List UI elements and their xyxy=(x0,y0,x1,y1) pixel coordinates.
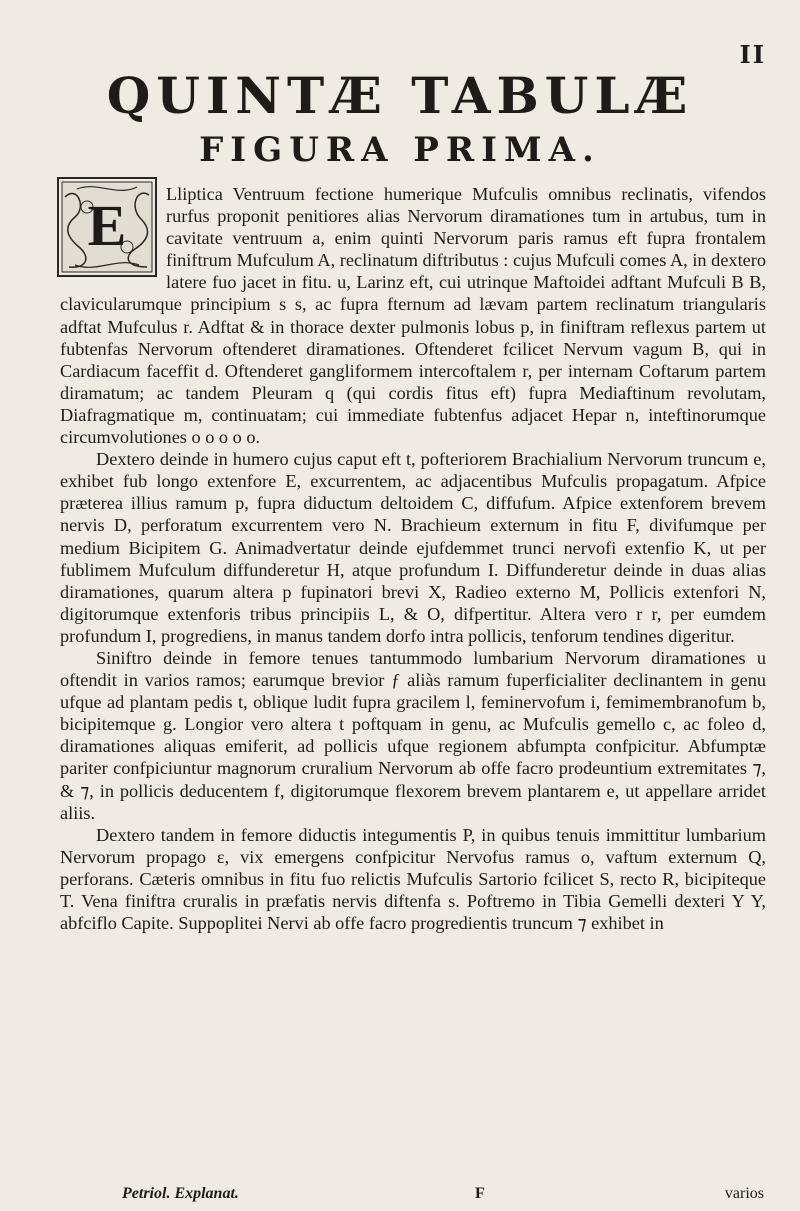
paragraph-4: Dextero tandem in femore diductis integumentis P, in quibus tenuis immittitur lumbarium Nervorum propago ε, vix emergens confpicitur Nervofus ramus o, vaftum externum Q, perforans. Cæteris omnibus in fitu fuo relictis Mufculis Sartorio fcilicet S, recto R, bicipiteque T. Vena finiftra cruralis in præfatis nervis diftenfa s. Poftremo in Tibia Gemelli dexteri Y Y, abfciflo Capite. Suppoplitei Nervi ab offe facro progredientis truncum ⁊ exhibet in xyxy=(60,824,766,934)
initial-spacer xyxy=(60,183,162,291)
page-title: QUINTÆ TABULÆ xyxy=(106,66,694,125)
footer-running-title: Petriol. Explanat. xyxy=(122,1185,239,1202)
page-number: II xyxy=(739,40,766,69)
body-text xyxy=(60,183,766,934)
paragraph-1-text: Lliptica Ventruum fectione humerique Mufculis omnibus reclinatis, vifendos rurfus proponit penitiores alias Nervorum diramationes tum in artubus, tum in cavitate ventruum a, enim quinti Nervorum paris ramus eft fupra frontalem finiftrum Mufculum A, reclinatum diftributus : cujus Mufculi comes A, in dextero latere fuo jacet in fitu. u, Larinz eft, cui utrinque Maftoidei adftant Mufculi B B, clavicularumque principium s s, ac fupra fternum ad lævam partem reclinatum triangularis adftat Mufculus r. Adftat & in thorace dexter pulmonis lobus p, in finiftram reflexus partem ut fubtenfas Nervorum oftenderet diramationes. Oftenderet fcilicet Nervum vagum B, qui in Cardiacum faceffit d. Oftenderet gangliformem intercoftalem r, per internam Coftarum partem diramatum; ac tandem Pleuram q (qui cordis fitus eft) fupra Mediaftinum revolutam, Diafragmatique m, continuatam; cui immediate fubtenfus adjacet Hepar n, inteftinorumque circumvolutiones o o o o o. xyxy=(60,184,766,448)
footer-catchword: varios xyxy=(724,1185,764,1202)
page-footer xyxy=(60,1185,764,1207)
paragraph-3: Siniftro deinde in femore tenues tantummodo lumbarium Nervorum diramationes u oftendit in varios ramos; earumque brevior ƒ aliàs ramum fuperficialiter declinantem in genu ufque ad plantam pedis t, oblique ludit fupra gracilem l, feminervofum i, femimembranofum b, bicipitemque g. Longior vero altera t poftquam in genu, ac Mufculis gemello c, ac foleo d, diramationes aliquas emiferit, ad pollicis ufque regionem abfumpta confpicitur. Abfumptæ pariter confpiciuntur magnorum cruralium Nervorum ab offe facro prodeuntium extremitates ⁊, & ⁊, in pollicis deducentem f, digitorumque flexorem brevem plantarem e, ut appellare arridet aliis. xyxy=(60,647,766,823)
page-subtitle: FIGURA PRIMA. xyxy=(199,130,601,170)
paragraph-2: Dextero deinde in humero cujus caput eft t, pofteriorem Brachialium Nervorum truncum e, exhibet fub longo extenfore E, excurrentem, ac adjacentibus Mufculis propagatum. Afpice præterea illius ramum p, fupra diductum deltoidem C, diffufum. Afpice extenforem brevem nervis D, perforatum excurrentem vero N. Brachieum externum in fitu F, divifumque per medium Bicipitem G. Animadvertatur deinde ejufdemmet trunci nervofi extenfio K, ut per fublimem Mufculum diffunderetur H, atque profundum I. Diffunderetur deinde in duas alias diramationes, quarum altera p fupinatori brevi X, Radieo externo M, Pollicis extenfori N, digitorumque extenforis tribus principiis L, & O, difpertitur. Altera vero r r, per eumdem profundum I, progrediens, in manus tandem dorfo intra pollicis, tenforum tendines digeritur. xyxy=(60,449,766,646)
svg-text:E: E xyxy=(87,193,127,258)
footer-signature: F xyxy=(475,1185,485,1202)
paragraph-1 xyxy=(60,183,766,448)
